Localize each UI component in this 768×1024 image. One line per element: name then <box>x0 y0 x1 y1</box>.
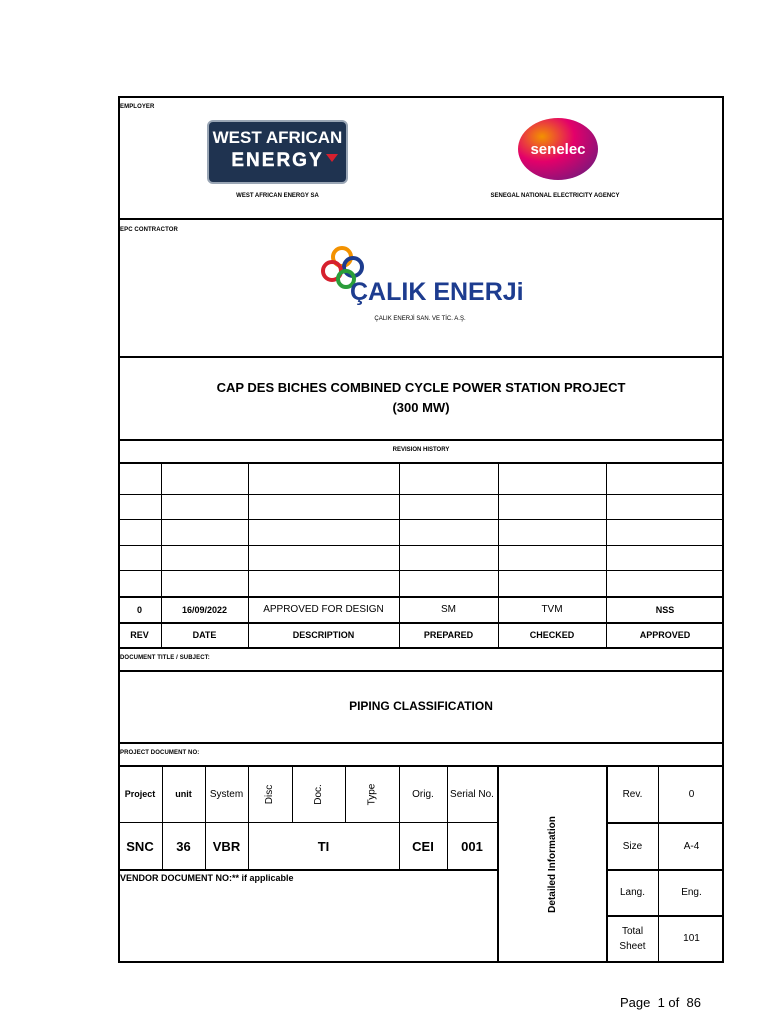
approved-header: APPROVED <box>639 630 691 640</box>
divider <box>118 670 724 672</box>
employer-label: EMPLOYER <box>120 104 155 110</box>
prepared-header: PREPARED <box>423 630 474 640</box>
disc-doc-type-value: TI <box>317 838 330 854</box>
total-label-2: Sheet <box>619 940 646 952</box>
senelec-caption: SENEGAL NATIONAL ELECTRICITY AGENCY <box>490 193 620 199</box>
divider <box>118 218 724 220</box>
vendor-label: VENDOR DOCUMENT NO: <box>120 873 232 883</box>
row-line <box>118 869 498 871</box>
size-value: A-4 <box>683 840 700 852</box>
row-line <box>118 545 724 546</box>
system-value: VBR <box>212 838 241 854</box>
doc-header-cell <box>292 766 345 822</box>
divider <box>118 462 724 464</box>
total-label-1: Total <box>621 925 644 937</box>
calik-caption: ÇALIK ENERJİ SAN. VE TİC. A.Ş. <box>374 316 466 322</box>
red-triangle-icon <box>326 154 338 162</box>
row-line <box>118 519 724 520</box>
senelec-logo-text: senelec <box>530 141 586 158</box>
senelec-logo <box>514 116 602 182</box>
disc-header: Disc <box>264 784 276 804</box>
epc-label: EPC CONTRACTOR <box>120 227 178 233</box>
row-line <box>118 494 724 495</box>
west-african-energy-logo <box>207 120 348 184</box>
rev-header: REV <box>130 630 149 640</box>
description-value: APPROVED FOR DESIGN <box>263 604 384 615</box>
orig-value: CEI <box>412 838 434 854</box>
prepared-value: SM <box>441 604 456 615</box>
detailed-info-cell <box>498 766 606 962</box>
orig-header: Orig. <box>412 788 434 800</box>
unit-header: unit <box>175 789 192 799</box>
type-header: Type <box>366 783 378 805</box>
rev-label: Rev. <box>622 788 643 800</box>
west-african-logo-line2: ENERGY <box>231 150 324 171</box>
serial-header: Serial No. <box>450 788 494 800</box>
west-african-caption: WEST AFRICAN ENERGY SA <box>236 193 319 199</box>
revision-history-label: REVISION HISTORY <box>392 447 450 453</box>
disc-header-cell <box>248 766 292 822</box>
checked-value: TVM <box>541 604 563 615</box>
date-value: 16/09/2022 <box>181 604 228 615</box>
lang-value: Eng. <box>681 887 702 898</box>
doc-header: Doc. <box>313 783 324 805</box>
divider <box>118 647 724 649</box>
rev-value: 0 <box>136 604 142 615</box>
row-line <box>118 570 724 571</box>
serial-value: 001 <box>461 838 483 854</box>
west-african-logo-line1: WEST AFRICAN <box>212 128 343 147</box>
divider <box>118 742 724 744</box>
vendor-note: ** if applicable <box>232 873 294 883</box>
date-header: DATE <box>192 630 217 640</box>
rev-right-value: 0 <box>688 788 695 800</box>
divider <box>118 356 724 358</box>
vendor-doc-label <box>120 873 294 883</box>
unit-value: 36 <box>176 838 191 854</box>
divider <box>118 439 724 441</box>
total-sheet-label <box>607 916 658 961</box>
page-number: Page 1 of 86 <box>620 995 701 1010</box>
checked-header: CHECKED <box>529 630 575 640</box>
document-title: PIPING CLASSIFICATION <box>349 699 493 713</box>
calik-logo-text: ÇALIK ENERJi <box>350 278 524 306</box>
lang-label: Lang. <box>619 887 646 898</box>
type-header-cell <box>345 766 399 822</box>
total-sheet-value: 101 <box>683 933 700 944</box>
detailed-info-label: Detailed Information <box>546 815 558 913</box>
approved-value: NSS <box>655 604 675 615</box>
system-header: System <box>209 788 244 800</box>
document-title-label: DOCUMENT TITLE / SUBJECT: <box>120 655 210 661</box>
description-header: DESCRIPTION <box>292 630 355 640</box>
project-title-line2: (300 MW) <box>392 400 450 415</box>
size-label: Size <box>622 840 643 852</box>
project-doc-label: PROJECT DOCUMENT NO: <box>120 750 200 756</box>
project-value: SNC <box>126 838 154 854</box>
project-title-line1: CAP DES BICHES COMBINED CYCLE POWER STATION PROJECT <box>216 380 626 395</box>
project-header: Project <box>124 789 156 799</box>
